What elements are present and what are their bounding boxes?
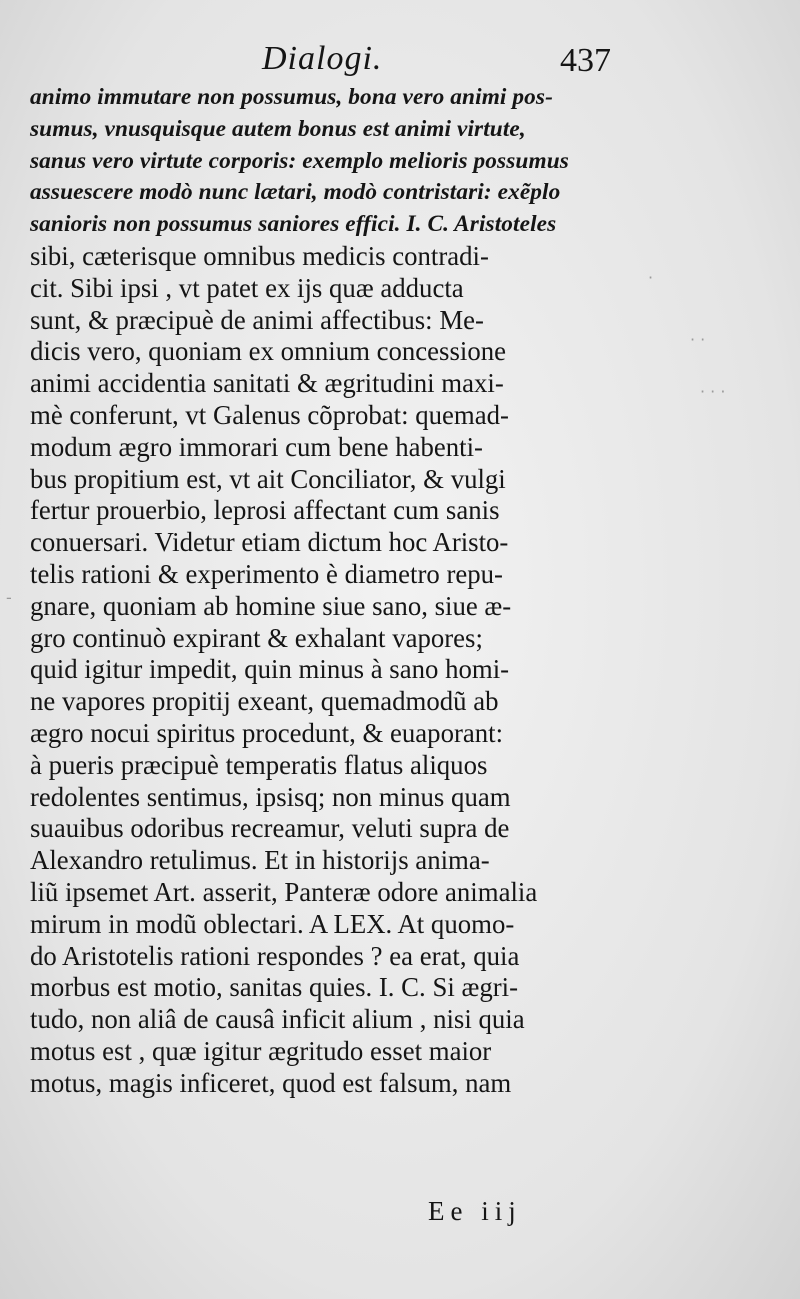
signature-mark: Ee iij [428,1196,522,1226]
running-title: Dialogi. [262,40,383,77]
margin-mark: - [6,588,12,607]
text-line: tudo, non aliâ de causâ inficit alium , nisi quia [30,1004,525,1035]
text-line: mirum in modũ oblectari. A LEX. At quomo- [30,908,515,939]
text-line: sanus vero virtute corporis: exemplo melioris possumus [30,147,569,174]
text-line: sibi, cæterisque omnibus medicis contradi- [30,240,489,271]
text-line: sunt, & præcipuè de animi affectibus: Me- [30,304,484,335]
text-line: à pueris præcipuè temperatis flatus aliquos [30,749,488,780]
text-line: motus, magis inficeret, quod est falsum, nam [30,1067,512,1098]
text-line: ægro nocui spiritus procedunt, & euaporant: [30,717,504,748]
margin-mark: · · [690,330,706,349]
text-line: liũ ipsemet Art. asserit, Panteræ odore animalia [30,876,538,907]
text-line: animo immutare non possumus, bona vero animi pos- [30,84,553,110]
text-line: gnare, quoniam ab homine siue sano, siue æ- [30,590,512,621]
text-line: assuescere modò nunc lætari, modò contristari: exẽplo [30,179,561,206]
body-text [30,82,650,1100]
margin-mark: · [648,268,654,287]
text-line: mè conferunt, vt Galenus cõprobat: quemad- [30,399,509,430]
text-line: motus est , quæ igitur ægritudo esset maior [30,1035,492,1066]
page-header [0,40,800,84]
text-line: quid igitur impedit, quin minus à sano homi- [30,654,510,685]
text-line: suauibus odoribus recreamur, veluti supra de [30,813,510,844]
text-line: cit. Sibi ipsi , vt patet ex ijs quæ adducta [30,272,464,303]
text-line: modum ægro immorari cum bene habenti- [30,431,483,462]
text-line: telis rationi & experimento è diametro repu- [30,558,503,589]
text-line: do Aristotelis rationi respondes ? ea erat, quia [30,940,520,971]
text-line: conuersari. Videtur etiam dictum hoc Aristo- [30,527,509,558]
text-line: fertur prouerbio, leprosi affectant cum sanis [30,495,500,526]
text-line: animi accidentia sanitati & ægritudini maxi- [30,368,504,399]
text-line: sumus, vnusquisque autem bonus est animi virtute, [30,115,526,142]
text-line: dicis vero, quoniam ex omnium concessione [30,336,507,367]
text-line: sanioris non possumus saniores effici. I. C. Aristoteles [30,211,557,238]
text-line: bus propitium est, vt ait Conciliator, & vulgi [30,463,506,494]
text-line: redolentes sentimus, ipsisq; non minus quam [30,781,511,812]
text-line: ne vapores propitij exeant, quemadmodũ ab [30,686,499,717]
text-line: Alexandro retulimus. Et in historijs anima- [30,845,490,876]
text-line: morbus est motio, sanitas quies. I. C. Si ægri- [30,972,519,1003]
margin-mark: · · · [700,382,726,401]
text-line: gro continuò expirant & exhalant vapores; [30,622,483,653]
page-number: 437 [560,42,611,79]
